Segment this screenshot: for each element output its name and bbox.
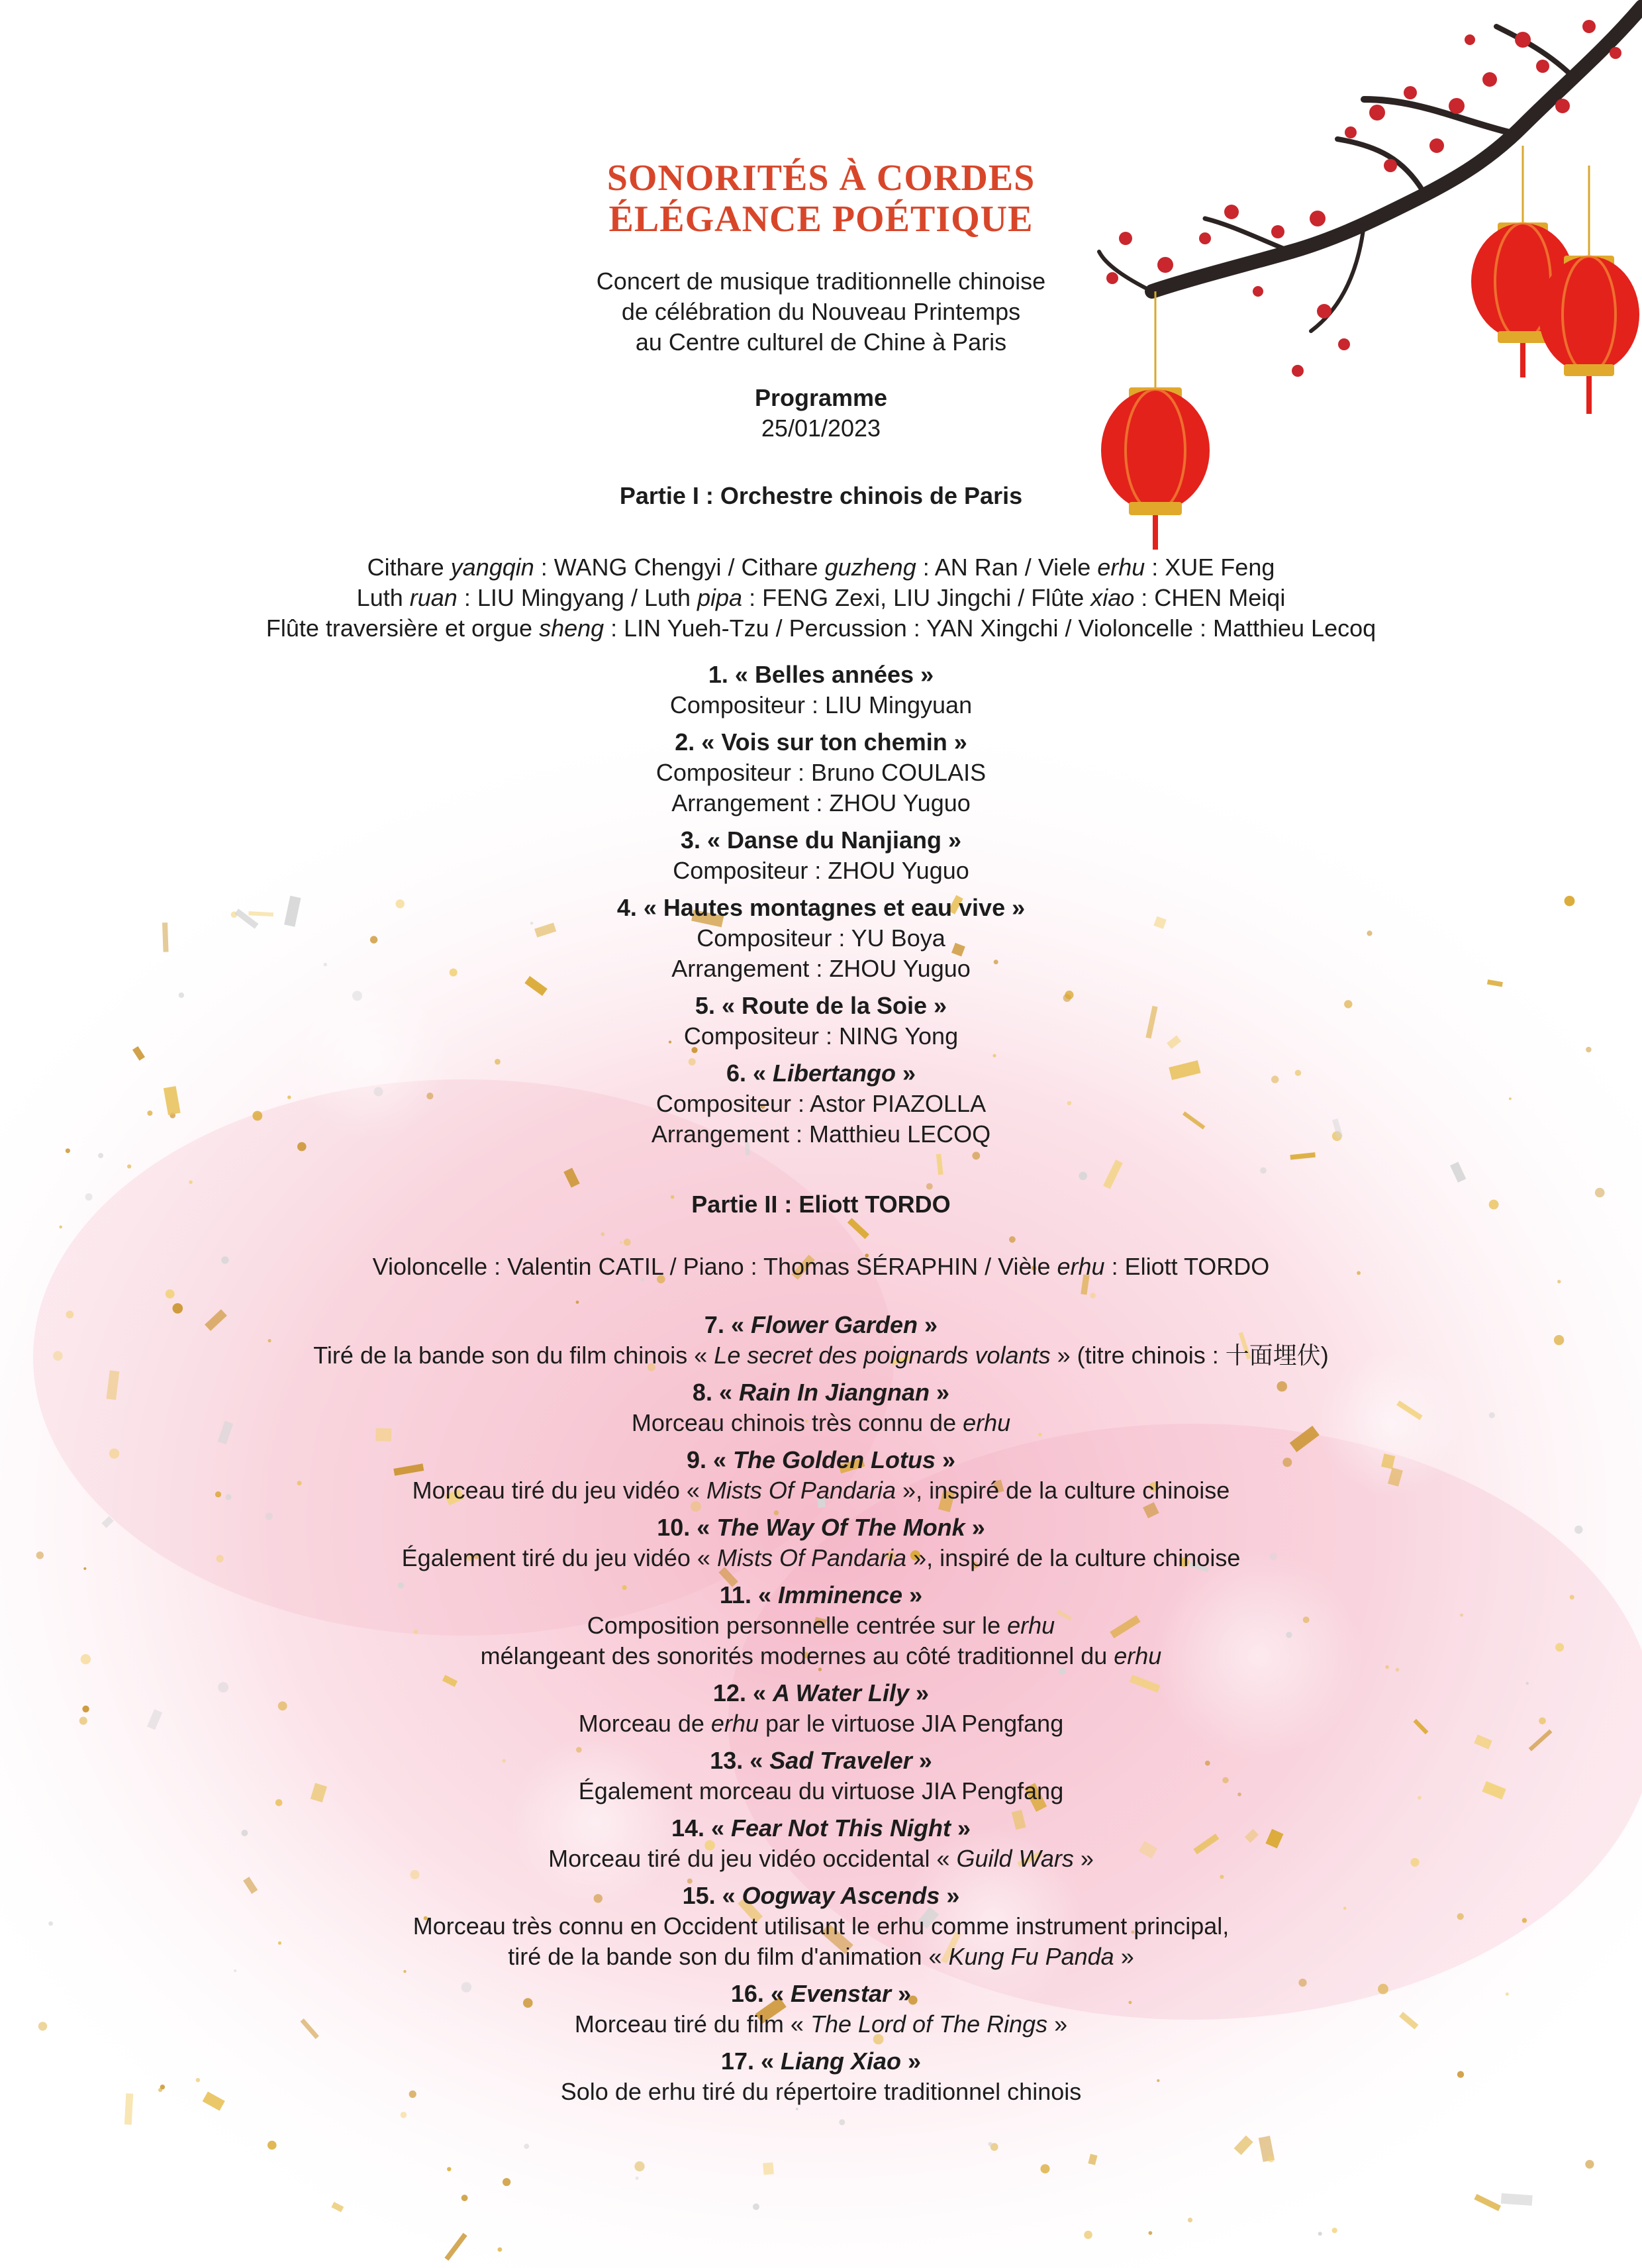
program-item-detail: Morceau très connu en Occident utilisant le erhu comme instrument principal, [412, 1912, 1230, 1940]
program-item-detail: Morceau tiré du film « The Lord of The Rings » [574, 2010, 1068, 2038]
part1-musicians-line: Luth ruan : LIU Mingyang / Luth pipa : FENG Zexi, LIU Jingchi / Flûte xiao : CHEN Meiqi [356, 584, 1286, 611]
program-item-title: 12. « A Water Lily » [712, 1679, 930, 1706]
program-item-detail: Également morceau du virtuose JIA Pengfang [578, 1777, 1064, 1804]
program-item-detail: Arrangement : ZHOU Yuguo [671, 955, 971, 982]
program-item-title: 16. « Evenstar » [730, 1980, 912, 2007]
program-item-title: 14. « Fear Not This Night » [671, 1814, 971, 1842]
part1-musicians-line: Flûte traversière et orgue sheng : LIN Yueh-Tzu / Percussion : YAN Xingchi / Violoncelle : Matthieu Lecoq [266, 615, 1376, 642]
program-item [159, 1058, 1483, 1150]
part2-heading: Partie II : Eliott TORDO [691, 1191, 951, 1218]
program-item [159, 991, 1483, 1052]
program-item-detail: Tiré de la bande son du film chinois « Le secret des poignards volants » (titre chinois : 十面埋伏) [313, 1342, 1329, 1369]
program-item-detail: Compositeur : Bruno COULAIS [655, 759, 987, 786]
program-item-title: 17. « Liang Xiao » [720, 2047, 922, 2075]
program-item-title: 8. « Rain In Jiangnan » [692, 1379, 950, 1406]
program-item-detail: Morceau tiré du jeu vidéo « Mists Of Pandaria », inspiré de la culture chinoise [412, 1477, 1230, 1504]
program-item-title: 3. « Danse du Nanjiang » [680, 826, 962, 854]
program-item-title: 11. « Imminence » [719, 1581, 923, 1608]
program-item-title: 10. « The Way Of The Monk » [657, 1514, 985, 1541]
program-item-detail: Compositeur : NING Yong [683, 1022, 959, 1050]
program-item-detail: Morceau chinois très connu de erhu [631, 1409, 1011, 1436]
program-item [159, 1746, 1483, 1806]
program-item-title: 9. « The Golden Lotus » [686, 1446, 956, 1473]
part1-program-list [159, 660, 1483, 1156]
program-item [159, 1377, 1483, 1438]
program-item-detail: Compositeur : YU Boya [697, 924, 945, 952]
program-item-detail: Composition personnelle centrée sur le erhu [587, 1612, 1055, 1639]
part1-section [159, 481, 1483, 644]
program-item [159, 1979, 1483, 2040]
subtitle-line: au Centre culturel de Chine à Paris [635, 328, 1007, 356]
program-item [159, 660, 1483, 720]
program-item [159, 1813, 1483, 1874]
part1-musicians-line: Cithare yangqin : WANG Chengyi / Cithare guzheng : AN Ran / Viele erhu : XUE Feng [367, 554, 1275, 581]
program-item [159, 1310, 1483, 1371]
subtitle-line: de célébration du Nouveau Printemps [621, 298, 1021, 325]
title-line-2: ÉLÉGANCE POÉTIQUE [608, 199, 1034, 240]
program-item-title: 2. « Vois sur ton chemin » [675, 728, 967, 756]
program-item-detail: Également tiré du jeu vidéo « Mists Of Pandaria », inspiré de la culture chinoise [401, 1544, 1241, 1571]
programme-label: Programme [754, 384, 888, 411]
program-item-detail: Arrangement : ZHOU Yuguo [671, 789, 971, 816]
program-item [159, 825, 1483, 886]
program-item [159, 727, 1483, 818]
program-item-detail: Compositeur : Astor PIAZOLLA [655, 1090, 987, 1117]
program-item-title: 1. « Belles années » [708, 661, 934, 688]
part2-program-list [159, 1310, 1483, 2114]
program-item [159, 1881, 1483, 1972]
header [159, 158, 1483, 444]
program-item [159, 1445, 1483, 1506]
program-item-detail: Morceau tiré du jeu vidéo occidental « Guild Wars » [548, 1845, 1094, 1872]
program-item-title: 13. « Sad Traveler » [710, 1747, 932, 1774]
program-item [159, 893, 1483, 984]
program-item-detail: mélangeant des sonorités modernes au côté traditionnel du erhu [480, 1642, 1162, 1669]
program-item-title: 6. « Libertango » [726, 1060, 916, 1087]
program-item-detail: Arrangement : Matthieu LECOQ [651, 1120, 991, 1148]
part2-section [159, 1189, 1483, 1282]
program-item-title: 7. « Flower Garden » [704, 1311, 938, 1338]
program-item [159, 1580, 1483, 1671]
program-item-title: 15. « Oogway Ascends » [682, 1882, 960, 1909]
program-item-title: 4. « Hautes montagnes et eau vive » [616, 894, 1026, 921]
part1-heading: Partie I : Orchestre chinois de Paris [619, 482, 1023, 509]
red-lantern-icon [1539, 166, 1639, 414]
part2-musicians-line: Violoncelle : Valentin CATIL / Piano : Thomas SÉRAPHIN / Vièle erhu : Eliott TORDO [372, 1253, 1270, 1280]
program-item [159, 2046, 1483, 2107]
programme-date: 25/01/2023 [761, 415, 881, 442]
program-item [159, 1678, 1483, 1739]
program-item-detail: Compositeur : ZHOU Yuguo [673, 857, 969, 884]
title-line-1: SONORITÉS À CORDES [606, 158, 1036, 199]
program-item [159, 1512, 1483, 1573]
program-item-detail: Solo de erhu tiré du répertoire traditionnel chinois [560, 2078, 1082, 2105]
program-item-detail: Morceau de erhu par le virtuose JIA Pengfang [578, 1710, 1064, 1737]
subtitle-line: Concert de musique traditionnelle chinoise [596, 268, 1046, 295]
program-item-title: 5. « Route de la Soie » [695, 992, 947, 1019]
program-item-detail: tiré de la bande son du film d'animation « Kung Fu Panda » [508, 1943, 1134, 1970]
program-item-detail: Compositeur : LIU Mingyuan [669, 691, 973, 718]
